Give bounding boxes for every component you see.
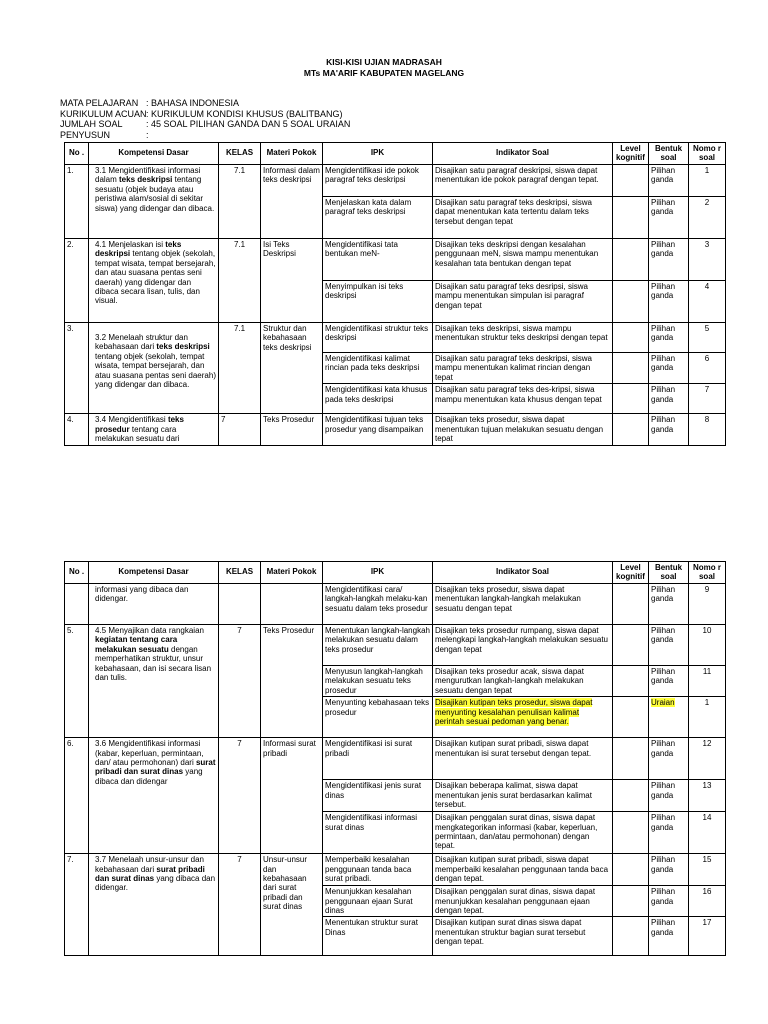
header-kompetensi-dasar: Kompetensi Dasar <box>89 562 219 584</box>
header-indikator-soal: Indikator Soal <box>433 143 613 165</box>
cell-indikator: Disajikan kutipan surat dinas siswa dapat menentukan struktur bagian surat tersebut dengan tepat. <box>433 917 613 956</box>
cell-level <box>613 625 649 666</box>
header-nomor-soal: Nomo r soal <box>689 562 726 584</box>
doc-meta <box>60 98 350 140</box>
cell-bentuk: Pilihan ganda <box>649 165 689 197</box>
cell-indikator: Disajikan teks prosedur, siswa dapat menentukan tujuan melakukan sesuatu dengan tepat <box>433 414 613 446</box>
cell-nomor: 12 <box>689 738 726 780</box>
cell-nomor: 8 <box>689 414 726 446</box>
cell-level <box>613 281 649 323</box>
cell-indikator: Disajikan kutipan surat pribadi, siswa dapat memperbaiki kesalahan penggunaan tanda baca dengan tepat. <box>433 854 613 886</box>
cell-indikator: Disajikan satu paragraf teks desripsi, siswa mampu menentukan simpulan isi paragraf dengan tepat <box>433 281 613 323</box>
cell-bentuk: Pilihan ganda <box>649 281 689 323</box>
cell-indikator: Disajikan satu paragraf teks deskripsi, siswa dapat menentukan kata tertentu dalam teks tersebut dengan tepat <box>433 197 613 239</box>
cell-indikator: Disajikan teks deskripsi, siswa mampu menentukan struktur teks deskripsi dengan tepat <box>433 323 613 353</box>
cell-bentuk: Pilihan ganda <box>649 780 689 812</box>
header-materi-pokok: Materi Pokok <box>261 143 323 165</box>
cell-bentuk: Pilihan ganda <box>649 854 689 886</box>
header-materi-pokok: Materi Pokok <box>261 562 323 584</box>
cell-level <box>613 812 649 854</box>
cell-level <box>613 165 649 197</box>
cell-materi-pokok: Teks Prosedur <box>261 625 323 738</box>
cell-indikator <box>433 697 613 738</box>
cell-kompetensi-dasar: 4.5 Menyajikan data rangkaian kegiatan tentang cara melakukan sesuatu dengan memperhatikan struktur, unsur kebahasaan, dan isi secara lisan dan tulis. <box>89 625 219 738</box>
cell-no: 7. <box>65 854 89 956</box>
cell-bentuk: Pilihan ganda <box>649 584 689 625</box>
cell-ipk: Menunjukkan kesalahan penggunaan ejaan Surat dinas <box>323 886 433 917</box>
cell-ipk: Mengidentifikasi kata khusus pada teks deskripsi <box>323 384 433 414</box>
cell-ipk: Menyimpulkan isi teks deskripsi <box>323 281 433 323</box>
cell-ipk: Mengidentifikasi jenis surat dinas <box>323 780 433 812</box>
cell-kompetensi-dasar: 4.1 Menjelaskan isi teks deskripsi tentang objek (sekolah, tempat wisata, tempat bersejarah, dan atau suasana pentas seni daerah) yang didengar dan dibaca secara lisan, tulis, dan visual. <box>89 239 219 323</box>
cell-level <box>613 886 649 917</box>
cell-nomor: 16 <box>689 886 726 917</box>
cell-kelas: 7 <box>219 738 261 854</box>
cell-level <box>613 197 649 239</box>
cell-indikator: Disajikan satu paragraf deskripsi, siswa dapat menentukan ide pokok paragraf dengan tepat. <box>433 165 613 197</box>
doc-subtitle: MTs MA'ARIF KABUPATEN MAGELANG <box>303 68 465 78</box>
cell-nomor: 1 <box>689 697 726 738</box>
cell-level <box>613 414 649 446</box>
cell-nomor: 9 <box>689 584 726 625</box>
cell-ipk: Menjelaskan kata dalam paragraf teks deskripsi <box>323 197 433 239</box>
cell-indikator: Disajikan beberapa kalimat, siswa dapat menentukan jenis surat berdasarkan kalimat tersebut. <box>433 780 613 812</box>
cell-no: 4. <box>65 414 89 446</box>
cell-level <box>613 697 649 738</box>
cell-kelas: 7.1 <box>219 165 261 239</box>
cell-kompetensi-dasar: 3.4 Mengidentifikasi teks prosedur tentang cara melakukan sesuatu dari <box>89 414 219 446</box>
cell-kelas: 7 <box>219 414 261 446</box>
cell-kompetensi-dasar: 3.2 Menelaah struktur dan kebahasaan dari teks deskripsi tentang objek (sekolah, tempat wisata, tempat bersejarah, dan atau suasana pentas seni daerah) yang didengar dan dibaca. <box>89 323 219 414</box>
table-row <box>65 239 726 281</box>
cell-kelas: 7.1 <box>219 239 261 323</box>
cell-nomor: 6 <box>689 353 726 384</box>
cell-level <box>613 584 649 625</box>
cell-bentuk: Pilihan ganda <box>649 353 689 384</box>
cell-ipk: Memperbaiki kesalahan penggunaan tanda baca surat pribadi. <box>323 854 433 886</box>
table-header-row <box>65 143 726 165</box>
cell-bentuk: Pilihan ganda <box>649 625 689 666</box>
cell-ipk: Mengidentifikasi struktur teks deskripsi <box>323 323 433 353</box>
cell-indikator: Disajikan teks prosedur acak, siswa dapat mengurutkan langkah-langkah melakukan sesuatu dengan tepat <box>433 666 613 697</box>
table-header-row <box>65 562 726 584</box>
kisi-kisi-table-page-1 <box>64 142 726 446</box>
cell-bentuk: Pilihan ganda <box>649 239 689 281</box>
cell-ipk: Mengidentifikasi tata bentukan meN- <box>323 239 433 281</box>
cell-level <box>613 239 649 281</box>
header-no: No . <box>65 562 89 584</box>
cell-indikator: Disajikan teks deskripsi dengan kesalahan penggunaan meN, siswa mampu menentukan kesalahan tata bentukan dengan tepat <box>433 239 613 281</box>
cell-materi-pokok: Unsur-unsur dan kebahasaan dari surat pribadi dan surat dinas <box>261 854 323 956</box>
cell-bentuk: Pilihan ganda <box>649 414 689 446</box>
cell-kelas: 7 <box>219 625 261 738</box>
cell-materi-pokok: Isi Teks Deskripsi <box>261 239 323 323</box>
meta-value: : BAHASA INDONESIA <box>146 98 240 108</box>
highlighted-bentuk: Uraian <box>651 698 675 708</box>
cell-kelas: 7 <box>219 854 261 956</box>
header-level-kognitif: Level kognitif <box>613 562 649 584</box>
cell-bentuk: Pilihan ganda <box>649 917 689 956</box>
doc-title: KISI-KISI UJIAN MADRASAH <box>326 57 442 67</box>
cell-ipk: Mengidentifikasi tujuan teks prosedur yang disampaikan <box>323 414 433 446</box>
cell-ipk: Mengidentifikasi informasi surat dinas <box>323 812 433 854</box>
cell-no: 6. <box>65 738 89 854</box>
meta-label: PENYUSUN <box>60 129 111 140</box>
header-indikator-soal: Indikator Soal <box>433 562 613 584</box>
header-bentuk-soal: Bentuk soal <box>649 143 689 165</box>
meta-value: : KURIKULUM KONDISI KHUSUS (BALITBANG) <box>146 108 343 119</box>
cell-ipk: Mengidentifikasi isi surat pribadi <box>323 738 433 780</box>
table-row <box>65 625 726 666</box>
cell-level <box>613 323 649 353</box>
cell-nomor: 13 <box>689 780 726 812</box>
cell-nomor: 11 <box>689 666 726 697</box>
cell-indikator: Disajikan satu paragraf teks deskripsi, siswa mampu menentukan kalimat rincian dengan tepat <box>433 353 613 384</box>
cell-no: 3. <box>65 323 89 414</box>
cell-ipk: Mengidentifikasi cara/ langkah-langkah melaku-kan sesuatu dalam teks prosedur <box>323 584 433 625</box>
cell-ipk: Mengidentifikasi ide pokok paragraf teks deskripsi <box>323 165 433 197</box>
cell-no: 5. <box>65 625 89 738</box>
table-row <box>65 323 726 353</box>
cell-level <box>613 384 649 414</box>
header-level-kognitif: Level kognitif <box>613 143 649 165</box>
cell-kompetensi-dasar: 3.7 Menelaah unsur-unsur dan kebahasaan dari surat pribadi dan surat dinas yang dibaca dan didengar. <box>89 854 219 956</box>
cell-bentuk: Pilihan ganda <box>649 666 689 697</box>
header-nomor-soal: Nomo r soal <box>689 143 726 165</box>
cell-indikator: Disajikan teks prosedur, siswa dapat menentukan langkah-langkah melakukan sesuatu dengan tepat <box>433 584 613 625</box>
cell-level <box>613 917 649 956</box>
cell-ipk: Menentukan struktur surat Dinas <box>323 917 433 956</box>
cell-level <box>613 854 649 886</box>
header-no: No . <box>65 143 89 165</box>
cell-bentuk: Pilihan ganda <box>649 197 689 239</box>
cell-nomor: 1 <box>689 165 726 197</box>
cell-bentuk: Pilihan ganda <box>649 886 689 917</box>
cell-nomor: 7 <box>689 384 726 414</box>
cell-materi-pokok: Informasi dalam teks deskripsi <box>261 165 323 239</box>
cell-bentuk: Pilihan ganda <box>649 812 689 854</box>
header-bentuk-soal: Bentuk soal <box>649 562 689 584</box>
cell-kompetensi-dasar: informasi yang dibaca dan didengar. <box>89 584 219 625</box>
cell-indikator: Disajikan teks prosedur rumpang, siswa dapat melengkapi langkah-langkah melakukan sesuatu dengan tepat <box>433 625 613 666</box>
cell-nomor: 10 <box>689 625 726 666</box>
table-row <box>65 584 726 625</box>
cell-nomor: 4 <box>689 281 726 323</box>
cell-materi-pokok: Struktur dan kebahasaan teks deskripsi <box>261 323 323 414</box>
table-row <box>65 738 726 780</box>
cell-materi-pokok: Informasi surat pribadi <box>261 738 323 854</box>
cell-ipk: Mengidentifikasi kalimat rincian pada teks deskripsi <box>323 353 433 384</box>
cell-level <box>613 666 649 697</box>
cell-bentuk: Pilihan ganda <box>649 738 689 780</box>
cell-ipk: Menyunting kebahasaan teks prosedur <box>323 697 433 738</box>
header-kelas: KELAS <box>219 562 261 584</box>
table-row <box>65 414 726 446</box>
cell-no <box>65 584 89 625</box>
cell-bentuk: Pilihan ganda <box>649 323 689 353</box>
cell-ipk: Menyusun langkah-langkah melakukan sesuatu teks prosedur <box>323 666 433 697</box>
cell-materi-pokok: Teks Prosedur <box>261 414 323 446</box>
highlighted-indikator: Disajikan kutipan teks prosedur, siswa dapat menyunting kesalahan penulisan kalimat perintah sesuai pedoman yang benar. <box>435 698 593 727</box>
header-kelas: KELAS <box>219 143 261 165</box>
cell-nomor: 2 <box>689 197 726 239</box>
cell-no: 2. <box>65 239 89 323</box>
cell-ipk: Menentukan langkah-langkah melakukan sesuatu dalam teks prosedur <box>323 625 433 666</box>
cell-nomor: 15 <box>689 854 726 886</box>
meta-label: MATA PELAJARAN <box>60 98 139 108</box>
meta-label: KURIKULUM ACUAN <box>60 108 147 119</box>
table-row <box>65 854 726 886</box>
header-ipk: IPK <box>323 562 433 584</box>
cell-indikator: Disajikan penggalan surat dinas, siswa dapat mengkategorikan informasi (kabar, keperluan, permintaan, dan/atau permohonan) dengan tepat. <box>433 812 613 854</box>
cell-level <box>613 353 649 384</box>
header-ipk: IPK <box>323 143 433 165</box>
cell-nomor: 5 <box>689 323 726 353</box>
cell-bentuk <box>649 697 689 738</box>
cell-bentuk: Pilihan ganda <box>649 384 689 414</box>
cell-nomor: 14 <box>689 812 726 854</box>
cell-kelas <box>219 584 261 625</box>
meta-label: JUMLAH SOAL <box>60 119 123 129</box>
meta-value: : <box>146 129 149 140</box>
cell-indikator: Disajikan kutipan surat pribadi, siswa dapat menentukan isi surat tersebut dengan tepat. <box>433 738 613 780</box>
cell-no: 1. <box>65 165 89 239</box>
kisi-kisi-table-page-2 <box>64 561 726 956</box>
cell-indikator: Disajikan satu paragraf teks des-kripsi, siswa mampu menentukan kata khusus dengan tepat <box>433 384 613 414</box>
header-kompetensi-dasar: Kompetensi Dasar <box>89 143 219 165</box>
cell-kompetensi-dasar: 3.6 Mengidentifikasi informasi (kabar, keperluan, permintaan, dan/ atau permohonan) dari surat pribadi dan surat dinas yang dibaca dan didengar <box>89 738 219 854</box>
cell-kelas: 7.1 <box>219 323 261 414</box>
cell-kompetensi-dasar: 3.1 Mengidentifikasi informasi dalam teks deskripsi tentang sesuatu (objek budaya atau peristiwa alam/sosial di sekitar siswa) yang didengar dan dibaca. <box>89 165 219 239</box>
cell-materi-pokok <box>261 584 323 625</box>
cell-level <box>613 780 649 812</box>
cell-nomor: 17 <box>689 917 726 956</box>
meta-value: : 45 SOAL PILIHAN GANDA DAN 5 SOAL URAIAN <box>146 119 351 129</box>
cell-level <box>613 738 649 780</box>
cell-indikator: Disajikan penggalan surat dinas, siswa dapat menunjukkan kesalahan penggunaan ejaan dengan tepat. <box>433 886 613 917</box>
cell-nomor: 3 <box>689 239 726 281</box>
table-row <box>65 165 726 197</box>
